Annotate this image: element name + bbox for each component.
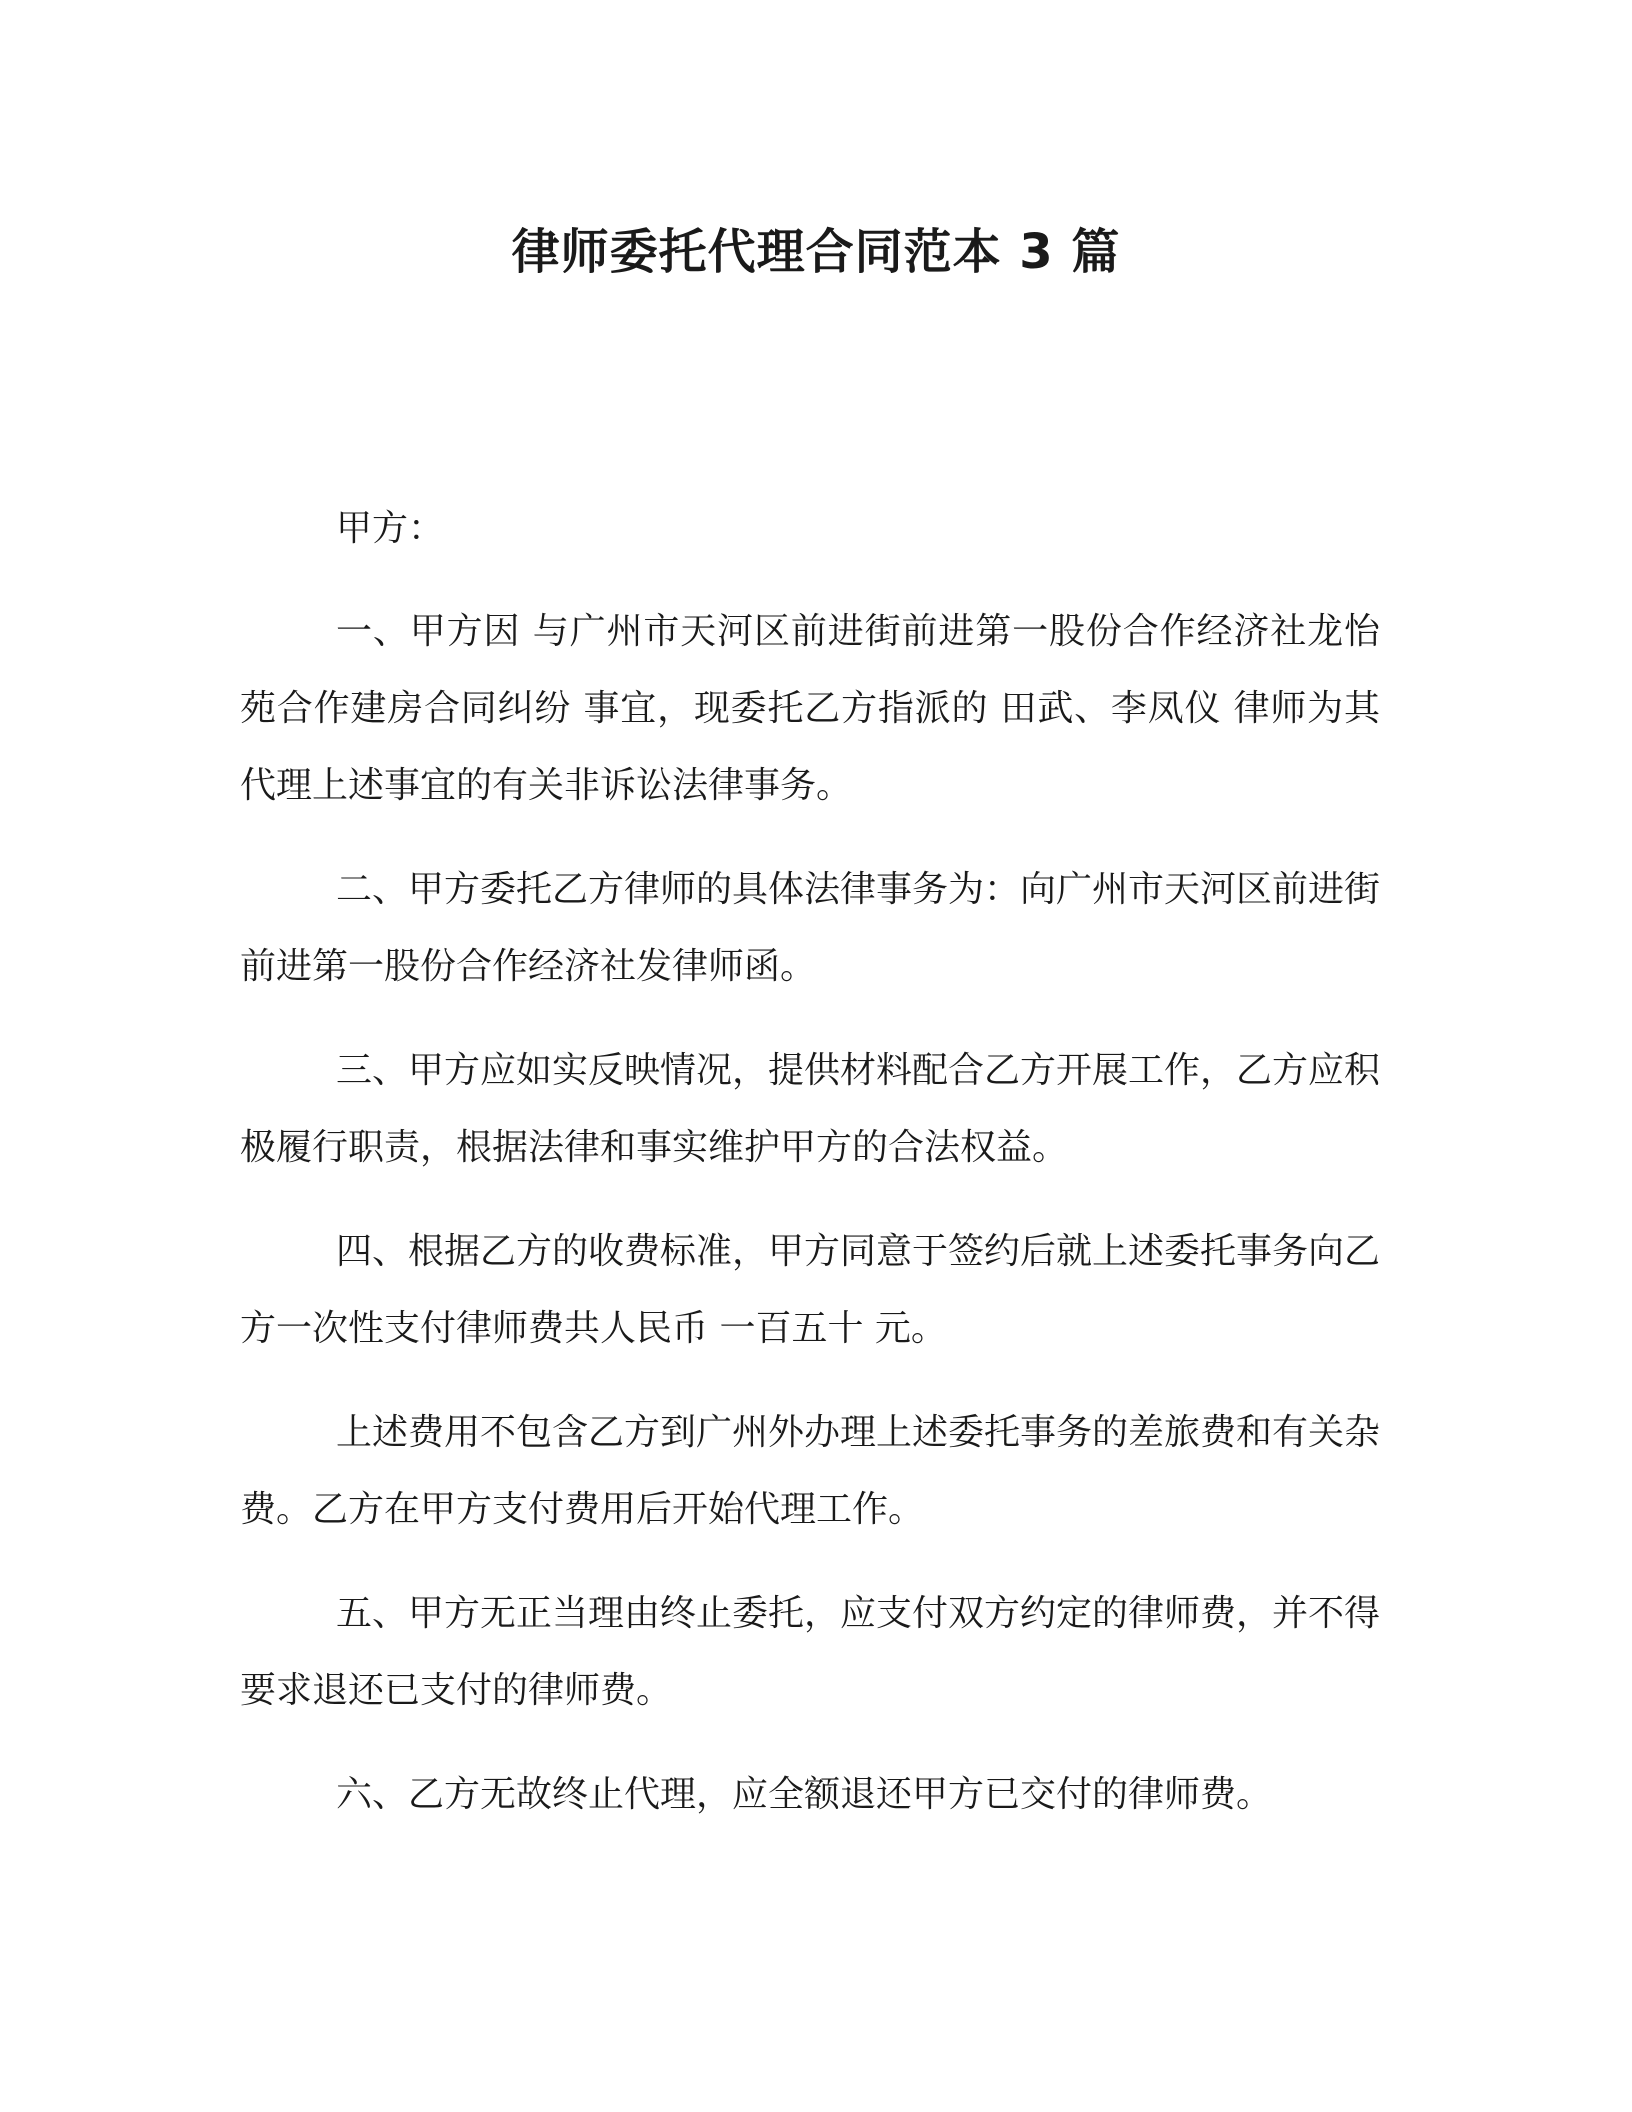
clause-6: 六、乙方无故终止代理，应全额退还甲方已交付的律师费。 <box>336 1774 1273 1815</box>
clause-1: 一、甲方因 与广州市天河区前进街前进第一股份合作经济社龙怡苑合作建房合同纠纷 事宜，现委托乙方指派的 田武、李凤仪 律师为其代理上述事宜的有关非诉讼法律事务。 <box>240 611 1380 806</box>
clause-5: 五、甲方无正当理由终止委托，应支付双方约定的律师费，并不得要求退还已支付的律师费。 <box>240 1593 1381 1711</box>
clause-4: 四、根据乙方的收费标准，甲方同意于签约后就上述委托事务向乙方一次性支付律师费共人民币 一百五十 元。 <box>240 1231 1381 1349</box>
document-body <box>240 490 1380 1860</box>
clause-4-note: 上述费用不包含乙方到广州外办理上述委托事务的差旅费和有关杂费。乙方在甲方支付费用后开始代理工作。 <box>240 1412 1381 1530</box>
party-a-line: 甲方： <box>336 508 445 549</box>
document-title: 律师委托代理合同范本 3 篇 <box>511 224 1121 280</box>
clause-3: 三、甲方应如实反映情况，提供材料配合乙方开展工作，乙方应积极履行职责，根据法律和事实维护甲方的合法权益。 <box>240 1050 1381 1168</box>
clause-2: 二、甲方委托乙方律师的具体法律事务为：向广州市天河区前进街前进第一股份合作经济社发律师函。 <box>240 869 1381 987</box>
